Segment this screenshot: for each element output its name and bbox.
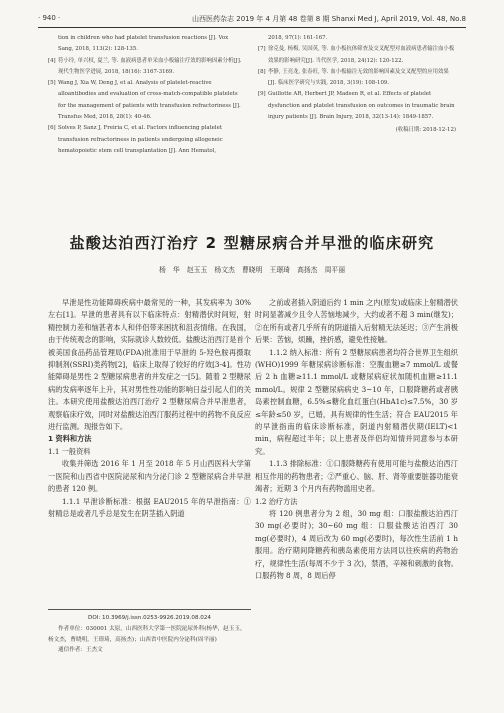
subsection-heading: 1.1 一般资料 (48, 446, 91, 456)
reference-number (258, 33, 268, 44)
reference-item (258, 89, 456, 123)
reference-number: [8] (258, 68, 266, 75)
paragraph: 将 120 例患者分为 2 组，30 mg 组：口服盐酸达泊西汀 30 mg(必要时)；30~60 mg 组：口服盐酸达泊西汀 30 mg(必要时)，4 周后改为 60 mg(必要时)，每次性生活前 1 h 服用。治疗期间降糖药和胰岛素使用方法同以往疾病的药物治疗，规律性生活(每周不少于 3 次)，禁酒，辛辣和刺激的食物。口服药物 8 周，8 周后停 (255, 508, 458, 580)
corresponding-author: 通信作者：王杰文 (58, 647, 103, 654)
received-date: (收稿日期: 2018-12-12) (395, 127, 456, 134)
doi: DOI: 10.3969/j.issn.0253-9926.2019.08.024 (88, 615, 211, 621)
reference-item (258, 44, 456, 67)
journal-info: 山西医药杂志 2019 年 4 月第 48 卷第 8 期 Shanxi Med J, April 2019, Vol. 48, No.8 (192, 15, 466, 23)
reference-number: [9] (258, 91, 266, 98)
author-list: 杨 华 赵玉玉 杨文杰 曹晓明 王璟琦 高扬杰 周平丽 (158, 266, 346, 274)
paragraph: 早泄是性功能障碍疾病中最常见的一种，其发病率为 30% 左右[1]。早泄的患者具有以下临床特点：射精潜伏时间短，射精控制力差和恼甚者本人和伴侣带来困扰和沮丧情绪。在我国，由于传统观念的影响，实际就诊人数较低。盐酸达泊西汀是首个被美国食品药品管理局(FDA)批准用于早泄的 5-羟色胺再摄取抑制剂(SSRI)类药物[2]，临床上取得了较好的疗效[3-4]。性功能障碍是男性 2 型糖尿病患者的并发症之一[5]。随着 2 型糖尿病的发病率逐年上升，其对男性性功能的影响日益引起人们的关注。本研究使用盐酸达泊西汀治疗 2 型糖尿病合并早泄患者，观察临床疗效，同时对盐酸达泊西汀服药过程中的药物不良反应进行监测。现报告如下。 (48, 298, 251, 432)
reference-item (48, 33, 243, 56)
reference-item (48, 56, 243, 79)
reference-text: tion in children who had platelet transfusion reactions [J]. Vox Sang, 2018, 113(2): 128-135. (58, 35, 229, 53)
paragraph: 之前或者插入阴道后约 1 min 之内(原发)或临床上射精潜伏时间显著减少且令人苦恼地减少，大约或者不超 3 min(继发)；②在所有或者几乎所有的阴道插入后射精无法延迟；③产生消极后果：苦恼，烦躁，挫折感，避免性接触。 (255, 298, 458, 345)
reference-number: [5] (48, 80, 56, 87)
footnote (48, 609, 251, 656)
section-heading: 1 资料和方法 (48, 434, 92, 444)
body-column-right (255, 297, 458, 582)
reference-text: 2018, 97(1): 161-167. (268, 35, 328, 41)
reference-text: 徐克曼, 杨梅, 吴国英, 等. 血小板抗体筛查及交叉配型对血液病患者输注血小板效果的影响研究[J]. 当代医学, 2018, 24(12): 120-122. (268, 46, 455, 64)
reference-list-left (48, 33, 243, 157)
reference-item (258, 33, 456, 44)
reference-text: Solves P, Sanz J, Freiria C, et al. Factors influencing platelet transfusion refractoriness in patients undergoing allogeneic hematopoietic stem cell transplantation [J]. Ann Hematol, (58, 125, 223, 154)
reference-item (48, 123, 243, 157)
reference-text: Guillotte AR, Herbert JP, Madsen R, et al. Effects of platelet dysfunction and platelet transfusion on outcomes in traumatic brain injury patients [J]. Brain Injury, 2018, 32(13-14): 1849-1857. (268, 91, 455, 121)
reference-text: 符小玲, 单兴权, 夏兰, 等. 血液病患者单采血小板输注疗效的影响因素分析[J]. 现代生物医学进展, 2018, 18(16): 3167-3169. (58, 57, 242, 75)
reference-item (258, 67, 456, 90)
reference-text: 李静, 王亮龙, 张春旺, 等. 血小板输注无效的影响因素及交叉配型的应用效果[J]. 临床医学研究与实践, 2018, 3(19): 108-109. (268, 68, 449, 87)
paragraph: 收集并筛选 2016 年 1 月至 2018 年 5 月山西医科大学第一医院和山西省中医院泌尿和内分泌门诊 2 型糖尿病合并早泄的患者 120 例。 (48, 459, 251, 494)
running-header (38, 14, 466, 26)
body-column-left (48, 297, 251, 520)
subsection-heading: 1.2 治疗方法 (255, 496, 298, 506)
header-rule (38, 27, 466, 28)
author-affiliation: 作者单位：030001 太原，山西医科大学第一医院泌尿外科(杨华，赵玉玉，杨文杰，曹晓明，王璟琦，高扬杰)；山西省中医院内分泌科(周平丽) (48, 625, 246, 643)
paragraph: 1.1.3 排除标准：①口服降糖药有使用可能与盐酸达泊西汀相互作用的药物患者；②严重心、脑、肝、肾等重要脏器功能衰竭者；近期 3 个月内有药物滥用史者。 (255, 459, 458, 494)
reference-number: [6] (48, 125, 56, 132)
article-title: 盐酸达泊西汀治疗 2 型糖尿病合并早泄的临床研究 (69, 234, 435, 252)
reference-text: Wang J, Xia W, Deng J, et al. Analysis of platelet-reactive alloantibodies and evaluation of cross-match-compatible platelets for the management of patients with transfusion refractoriness [J]. Transfus Med, 2018, 28(1): 40-46. (58, 80, 241, 121)
reference-item (48, 78, 243, 123)
paragraph: 1.1.1 早泄诊断标准：根据 EAU2015 年的早泄指南：①射精总是或者几乎总是发生在阴茎插入阴道 (48, 496, 251, 518)
reference-number: [7] (258, 46, 266, 53)
reference-list-right (258, 33, 456, 137)
reference-number (48, 33, 58, 56)
reference-number: [4] (48, 57, 56, 64)
paragraph: 1.1.2 纳入标准：所有 2 型糖尿病患者均符合世界卫生组织(WHO)1999 年糖尿病诊断标准：空腹血糖≥7 mmol/L 或餐后 2 h 血糖≥11.1 mmol/L 或糖尿病症状加随机血糖≥11.1 mmol/L。规律 2 型糖尿病病史 3~10 年，口服降糖药或者胰岛素控制血糖，6.5%≤糖化血红蛋白(HbA1c)≤7.5%，30 岁≤年龄≤50 岁，已婚，具有规律的性生活；符合 EAU2015 年的早泄指南的临床诊断标准，阴道内射精潜伏期(IELT)<1 min，病程超过半年；以上患者及伴侣均知情并同意参与本研究。 (255, 347, 458, 456)
page-number: · 940 · (38, 14, 61, 22)
